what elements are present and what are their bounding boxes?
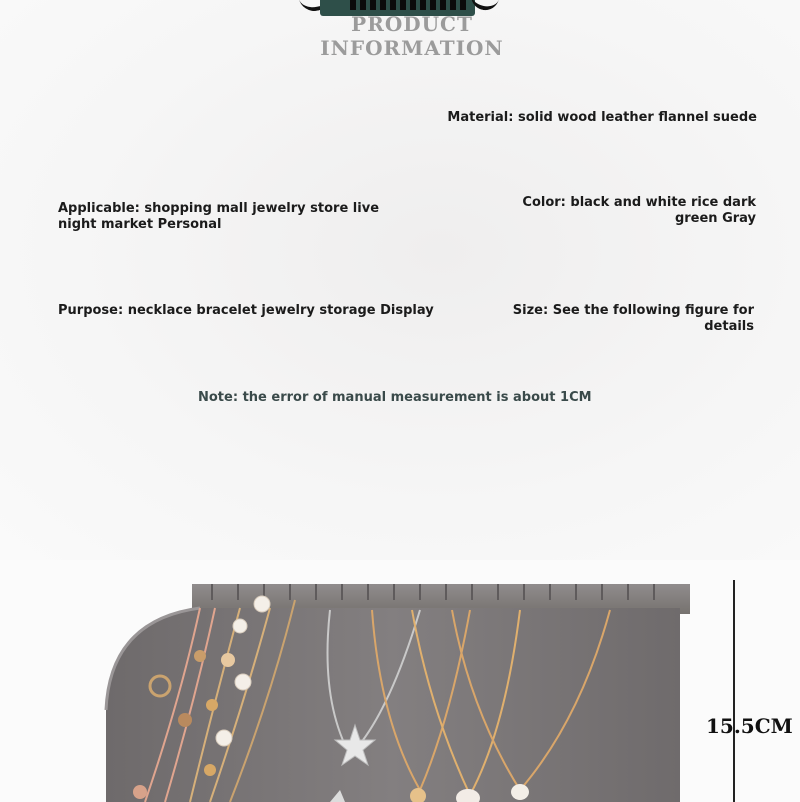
measurement-note: Note: the error of manual measurement is about 1CM bbox=[198, 390, 592, 405]
applicable-spec: Applicable: shopping mall jewelry store live night market Personal bbox=[58, 201, 380, 232]
logo-lettering bbox=[350, 0, 470, 10]
jewelry-stand-illustration bbox=[0, 560, 800, 802]
purpose-spec: Purpose: necklace bracelet jewelry storage Display bbox=[58, 303, 434, 318]
product-photo bbox=[0, 560, 800, 802]
height-dimension-label: 15.5CM bbox=[706, 714, 793, 738]
size-spec: Size: See the following figure for details bbox=[512, 303, 754, 334]
height-dimension-line bbox=[733, 580, 735, 802]
material-spec: Material: solid wood leather flannel suede bbox=[447, 110, 757, 125]
color-spec: Color: black and white rice dark green Gray bbox=[522, 195, 756, 226]
section-title: PRODUCT INFORMATION bbox=[320, 12, 504, 60]
